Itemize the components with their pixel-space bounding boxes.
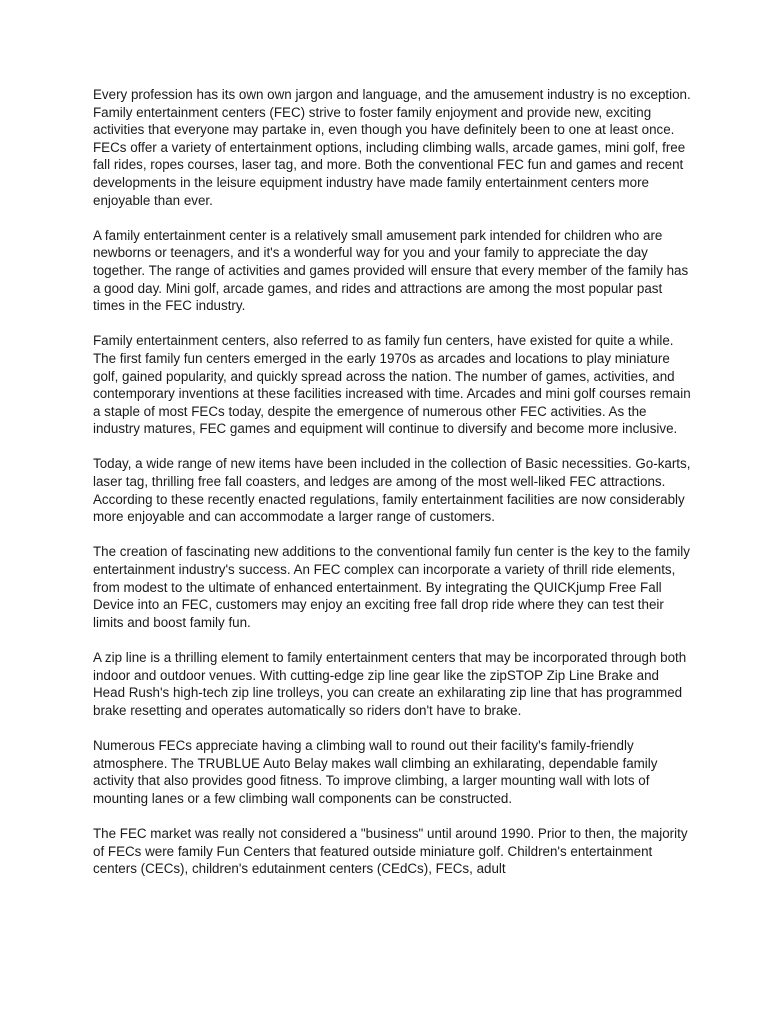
paragraph-7: Numerous FECs appreciate having a climbing wall to round out their facility's family-friendly atmosphere. The TRUBLUE Auto Belay makes wall climbing an exhilarating, dependable family activity that also provides good fitness. To improve climbing, a larger mounting wall with lots of mounting lanes or a few climbing wall components can be constructed.	[93, 737, 658, 806]
paragraph-8: The FEC market was really not considered a "business" until around 1990. Prior to then, the majority of FECs were family Fun Centers that featured outside miniature golf. Children's entertainment centers (CECs), children's edutainment centers (CEdCs), FECs, adult	[93, 825, 688, 877]
paragraph-6: A zip line is a thrilling element to family entertainment centers that may be incorporated through both indoor and outdoor venues. With cutting-edge zip line gear like the zipSTOP Zip Line Brake and Head Rush's high-tech zip line trolleys, you can create an exhilarating zip line that has programmed brake resetting and operates automatically so riders don't have to brake.	[93, 650, 687, 718]
paragraph-5: The creation of fascinating new additions to the conventional family fun center is the key to the family entertainment industry's success. An FEC complex can incorporate a variety of thrill ride elements, from modest to the ultimate of enhanced entertainment. By integrating the QUICKjump Free Fall Device into an FEC, customers may enjoy an exciting free fall drop ride where they can test their limits and boost family fun.	[93, 544, 690, 630]
paragraph-3: Family entertainment centers, also referred to as family fun centers, have existed for quite a while. The first family fun centers emerged in the early 1970s as arcades and locations to play miniature golf, gained popularity, and quickly spread across the nation. The number of games, activities, and contemporary inventions at these facilities increased with time. Arcades and mini golf courses remain a staple of most FECs today, despite the emergence of numerous other FEC activities. As the industry matures, FEC games and equipment will continue to diversify and become more inclusive.	[93, 333, 691, 437]
paragraph-2: A family entertainment center is a relatively small amusement park intended for children who are newborns or teenagers, and it's a wonderful way for you and your family to appreciate the day together. The range of activities and games provided will ensure that every member of the family has a good day. Mini golf, arcade games, and rides and attractions are among the most popular past times in the FEC industry.	[93, 227, 689, 314]
paragraph-1: Every profession has its own own jargon and language, and the amusement industry is no exception. Family entertainment centers (FEC) strive to foster family enjoyment and provide new, exciting activities that everyone may partake in, even though you have definitely been to one at least once. FECs offer a variety of entertainment options, including climbing walls, arcade games, mini golf, free fall rides, ropes courses, laser tag, and more. Both the conventional FEC fun and games and recent developments in the leisure equipment industry have made family entertainment centers more enjoyable than ever.	[93, 87, 691, 208]
paragraph-4: Today, a wide range of new items have been included in the collection of Basic necessities. Go-karts, laser tag, thrilling free fall coasters, and ledges are among of the most well-liked FEC attractions. According to these recently enacted regulations, family entertainment facilities are now considerably more enjoyable and can accommodate a larger range of customers.	[93, 456, 691, 525]
document-page	[93, 86, 693, 895]
